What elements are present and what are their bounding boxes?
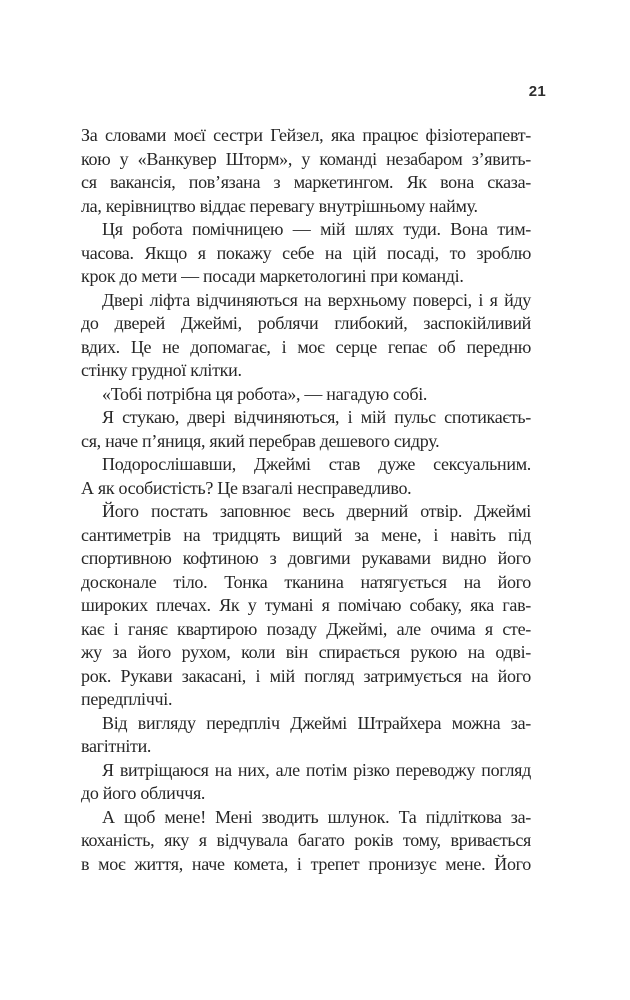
text-line: Двері ліфта відчиняються на верхньому поверсі, і я йду [102, 289, 531, 310]
text-line: до його обличчя. [81, 783, 206, 803]
page-text [81, 124, 531, 876]
paragraph [81, 383, 531, 407]
paragraph [81, 712, 531, 759]
text-line: кою у «Ванкувер Шторм», у команді незабаром з’явить- [81, 148, 531, 169]
text-line: Від вигляду передпліч Джеймі Штрайхера можна за- [102, 712, 531, 733]
text-line: ся, наче п’яниця, який перебрав дешевого сидру. [81, 430, 440, 451]
text-line: передпліччі. [81, 689, 173, 709]
paragraph [81, 124, 531, 218]
text-line: А щоб мене! Мені зводить шлунок. Та підліткова за- [102, 806, 531, 827]
text-line: рок. Рукави закасані, і мій погляд затримується на його [81, 665, 531, 686]
text-line: досконале тіло. Тонка тканина натягується на його [81, 571, 531, 592]
text-line: ся вакансія, пов’язана з маркетингом. Як вона сказа- [81, 172, 531, 192]
text-line: сантиметрів на тридцять вищий за мене, і навіть під [81, 524, 531, 545]
text-line: За словами моєї сестри Гейзел, яка працює фізіотерапевт- [81, 125, 531, 145]
paragraph [81, 453, 531, 500]
text-line: Я витріщаюся на них, але потім різко переводжу погляд [102, 759, 531, 780]
text-line: Ця робота помічницею — мій шлях туди. Вона тим- [102, 219, 531, 239]
text-line: коханість, яку я відчувала багато років тому, вривається [81, 830, 531, 850]
text-line: спортивною кофтиною з довгими рукавами видно його [81, 548, 531, 568]
text-line: в моє життя, наче комета, і трепет пронизує мене. Його [81, 853, 531, 874]
text-line: широких плечах. Як у тумані я помічаю собаку, яка гав- [81, 595, 531, 615]
text-line: Подорослішавши, Джеймі став дуже сексуальним. [102, 454, 531, 474]
text-line: вдих. Це не допомагає, і моє серце гепає об передню [81, 336, 531, 357]
paragraph [81, 759, 531, 806]
text-line: Я стукаю, двері відчиняються, і мій пульс спотикаєть- [102, 407, 531, 427]
text-line: до дверей Джеймі, роблячи глибокий, заспокійливий [81, 313, 531, 333]
text-line: жу за його рухом, коли він спирається рукою на одві- [81, 642, 531, 662]
paragraph [81, 406, 531, 453]
text-line: А як особистість? Це взагалі несправедливо. [81, 477, 412, 498]
paragraph [81, 500, 531, 712]
page-number: 21 [528, 83, 546, 100]
text-line: часова. Якщо я покажу себе на цій посаді, то зроблю [81, 242, 531, 263]
text-line: «Тобі потрібна ця робота», — нагадую собі. [102, 383, 428, 404]
text-line: крок до мети — посади маркетологині при команді. [81, 266, 464, 286]
text-line: стінку грудної клітки. [81, 360, 242, 380]
text-line: кає і ганяє квартирою позаду Джеймі, але очима я сте- [81, 618, 531, 639]
text-line: Його постать заповнює весь дверний отвір. Джеймі [102, 501, 531, 521]
text-line: вагітніти. [81, 736, 152, 756]
paragraph [81, 289, 531, 383]
paragraph [81, 806, 531, 877]
paragraph [81, 218, 531, 289]
text-line: ла, керівництво віддає перевагу внутрішньому найму. [81, 195, 478, 216]
